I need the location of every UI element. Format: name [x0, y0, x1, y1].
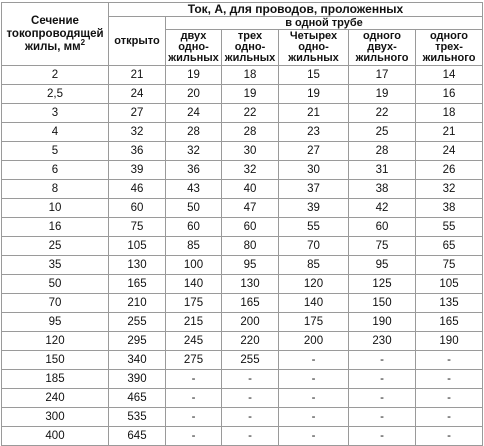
current-value-cell: 135 [416, 294, 483, 313]
table-row [2, 408, 483, 427]
current-value-cell: 165 [416, 313, 483, 332]
current-value-cell: - [166, 389, 222, 408]
current-value-cell: 230 [349, 332, 416, 351]
current-value-cell: 190 [349, 313, 416, 332]
current-value-cell: 130 [109, 256, 166, 275]
current-value-cell: 390 [109, 370, 166, 389]
current-value-cell: 105 [109, 237, 166, 256]
current-value-cell: 28 [349, 142, 416, 161]
current-value-cell: - [222, 370, 279, 389]
table-row [2, 370, 483, 389]
current-value-cell: - [349, 370, 416, 389]
current-value-cell: 36 [166, 161, 222, 180]
current-value-cell: 200 [279, 332, 349, 351]
table-row [2, 66, 483, 85]
current-value-cell: - [416, 408, 483, 427]
header-subcolumn-line: двух [180, 30, 207, 42]
cross-section-cell: 6 [2, 161, 109, 180]
current-value-cell: 27 [279, 142, 349, 161]
current-value-cell: 60 [166, 218, 222, 237]
header-subcolumn-line: трех [237, 30, 263, 42]
cross-section-cell: 50 [2, 275, 109, 294]
table-row [2, 294, 483, 313]
current-value-cell: - [416, 351, 483, 370]
current-value-cell: 75 [349, 237, 416, 256]
current-value-cell: 25 [349, 123, 416, 142]
current-value-cell: 30 [279, 161, 349, 180]
current-value-cell: 16 [416, 85, 483, 104]
header-cross-section [2, 3, 109, 66]
header-cross-section-line1: Сечение [31, 14, 79, 27]
cross-section-cell: 5 [2, 142, 109, 161]
header-current-title: Ток, А, для проводов, проложенных [109, 3, 483, 17]
current-value-cell: 165 [222, 294, 279, 313]
current-value-cell: 28 [166, 123, 222, 142]
current-value-cell: 19 [166, 66, 222, 85]
cross-section-cell: 25 [2, 237, 109, 256]
current-value-cell: 70 [279, 237, 349, 256]
current-value-cell: 24 [109, 85, 166, 104]
current-value-cell: 18 [416, 104, 483, 123]
header-cross-section-sup: 2 [80, 37, 86, 47]
current-value-cell: 55 [279, 218, 349, 237]
current-value-cell: 42 [349, 199, 416, 218]
header-subcolumn-2 [222, 30, 279, 66]
current-value-cell: - [279, 408, 349, 427]
current-value-cell: 55 [416, 218, 483, 237]
table-row [2, 313, 483, 332]
header-cross-section-line2: токопроводящей [6, 27, 104, 40]
table-row [2, 123, 483, 142]
current-value-cell: - [166, 370, 222, 389]
current-value-cell: - [416, 427, 483, 446]
current-value-cell: 245 [166, 332, 222, 351]
current-value-cell: 200 [222, 313, 279, 332]
current-value-cell: 32 [416, 180, 483, 199]
cross-section-cell: 2,5 [2, 85, 109, 104]
current-value-cell: 60 [109, 199, 166, 218]
header-subcolumn-line: одно- [234, 41, 266, 53]
cross-section-cell: 3 [2, 104, 109, 123]
cross-section-cell: 8 [2, 180, 109, 199]
current-value-cell: - [416, 389, 483, 408]
table-row [2, 199, 483, 218]
header-subcolumn-3 [279, 30, 349, 66]
table-row [2, 180, 483, 199]
cross-section-cell: 95 [2, 313, 109, 332]
current-value-cell: 140 [279, 294, 349, 313]
current-value-cell: 220 [222, 332, 279, 351]
current-value-cell: 15 [279, 66, 349, 85]
current-value-cell: 535 [109, 408, 166, 427]
table-row [2, 218, 483, 237]
current-value-cell: 50 [166, 199, 222, 218]
table-row [2, 351, 483, 370]
current-value-cell: 645 [109, 427, 166, 446]
current-value-cell: 20 [166, 85, 222, 104]
header-subcolumn-line: одно- [178, 41, 209, 53]
table-row [2, 142, 483, 161]
current-value-cell: 40 [222, 180, 279, 199]
current-value-cell: - [279, 427, 349, 446]
current-value-cell: - [349, 408, 416, 427]
current-value-cell: 18 [222, 66, 279, 85]
header-subcolumn-line: одного [429, 30, 469, 42]
cross-section-cell: 120 [2, 332, 109, 351]
current-value-cell: 60 [222, 218, 279, 237]
current-value-cell: - [222, 408, 279, 427]
header-subcolumn-line: Четырех [289, 30, 338, 42]
current-value-cell: - [222, 389, 279, 408]
header-open: открыто [109, 17, 166, 66]
current-value-cell: 21 [416, 123, 483, 142]
current-value-cell: 26 [416, 161, 483, 180]
current-value-cell: 465 [109, 389, 166, 408]
header-subcolumn-line: жильных [224, 52, 276, 64]
current-value-cell: - [279, 370, 349, 389]
current-value-cell: 27 [109, 104, 166, 123]
current-value-cell: 175 [279, 313, 349, 332]
header-subcolumn-line: жильных [288, 52, 339, 64]
header-cross-section-line3 [2, 37, 108, 54]
current-value-cell: 32 [166, 142, 222, 161]
current-value-cell: 140 [166, 275, 222, 294]
table-row [2, 85, 483, 104]
cross-section-cell: 4 [2, 123, 109, 142]
current-value-cell: - [166, 427, 222, 446]
current-value-cell: 100 [166, 256, 222, 275]
current-value-cell: - [279, 389, 349, 408]
cross-section-cell: 400 [2, 427, 109, 446]
current-value-cell: 22 [222, 104, 279, 123]
current-value-cell: - [279, 351, 349, 370]
current-value-cell: 36 [109, 142, 166, 161]
cross-section-cell: 185 [2, 370, 109, 389]
current-capacity-table [1, 2, 483, 446]
current-value-cell: 21 [279, 104, 349, 123]
current-value-cell: 39 [109, 161, 166, 180]
current-value-cell: 255 [109, 313, 166, 332]
current-value-cell: 105 [416, 275, 483, 294]
header-subcolumn-line: двух- [367, 41, 397, 53]
header-subcolumn-line: трех- [435, 41, 463, 53]
header-subcolumn-line: жильных [168, 52, 219, 64]
current-value-cell: 31 [349, 161, 416, 180]
cross-section-cell: 2 [2, 66, 109, 85]
current-value-cell: 65 [416, 237, 483, 256]
current-value-cell: 14 [416, 66, 483, 85]
table-row [2, 389, 483, 408]
current-value-cell: 47 [222, 199, 279, 218]
table-row [2, 237, 483, 256]
header-subcolumn-1 [166, 30, 222, 66]
table-row [2, 161, 483, 180]
current-value-cell: 46 [109, 180, 166, 199]
table-row [2, 275, 483, 294]
current-value-cell: 43 [166, 180, 222, 199]
current-value-cell: 95 [222, 256, 279, 275]
cross-section-cell: 240 [2, 389, 109, 408]
current-value-cell: 75 [416, 256, 483, 275]
current-value-cell: 215 [166, 313, 222, 332]
table-header [2, 3, 483, 66]
current-value-cell: 22 [349, 104, 416, 123]
current-value-cell: 19 [222, 85, 279, 104]
current-value-cell: 85 [279, 256, 349, 275]
current-value-cell: 39 [279, 199, 349, 218]
current-value-cell: 165 [109, 275, 166, 294]
current-value-cell: 32 [109, 123, 166, 142]
table-row [2, 427, 483, 446]
current-value-cell: 275 [166, 351, 222, 370]
header-subcolumn-line: жильного [422, 52, 476, 64]
current-value-cell: 190 [416, 332, 483, 351]
cross-section-cell: 35 [2, 256, 109, 275]
current-value-cell: 60 [349, 218, 416, 237]
current-value-cell: 95 [349, 256, 416, 275]
current-value-cell: - [166, 408, 222, 427]
header-subcolumn-line: жильного [355, 52, 409, 64]
table-body [2, 66, 483, 446]
current-value-cell: 23 [279, 123, 349, 142]
current-value-cell: 38 [349, 180, 416, 199]
current-value-cell: - [349, 389, 416, 408]
current-value-cell: 125 [349, 275, 416, 294]
table-row [2, 104, 483, 123]
current-value-cell: - [349, 351, 416, 370]
current-value-cell: 75 [109, 218, 166, 237]
header-subcolumn-4 [349, 30, 416, 66]
header-subcolumn-5 [416, 30, 483, 66]
current-value-cell: 21 [109, 66, 166, 85]
header-cross-section-unit: жилы, мм [24, 40, 81, 53]
current-value-cell: 32 [222, 161, 279, 180]
cross-section-cell: 16 [2, 218, 109, 237]
header-subcolumn-line: одно- [298, 41, 329, 53]
cross-section-cell: 10 [2, 199, 109, 218]
current-value-cell: 19 [279, 85, 349, 104]
current-value-cell: 24 [166, 104, 222, 123]
header-subcolumn-line: одного [362, 30, 402, 42]
current-value-cell: 85 [166, 237, 222, 256]
current-value-cell: 19 [349, 85, 416, 104]
cross-section-cell: 150 [2, 351, 109, 370]
current-value-cell: 80 [222, 237, 279, 256]
current-value-cell: 30 [222, 142, 279, 161]
current-value-cell: 37 [279, 180, 349, 199]
current-value-cell: 38 [416, 199, 483, 218]
current-value-cell: 120 [279, 275, 349, 294]
current-value-cell: - [222, 427, 279, 446]
current-value-cell: 24 [416, 142, 483, 161]
header-in-tube: в одной трубе [166, 17, 483, 30]
current-value-cell: 295 [109, 332, 166, 351]
current-value-cell: 28 [222, 123, 279, 142]
current-value-cell: 255 [222, 351, 279, 370]
current-value-cell: - [416, 370, 483, 389]
current-value-cell: 130 [222, 275, 279, 294]
current-value-cell: 340 [109, 351, 166, 370]
table-row [2, 256, 483, 275]
current-value-cell: 150 [349, 294, 416, 313]
cross-section-cell: 300 [2, 408, 109, 427]
table-row [2, 332, 483, 351]
current-table-container [1, 2, 482, 442]
current-value-cell: - [349, 427, 416, 446]
cross-section-cell: 70 [2, 294, 109, 313]
current-value-cell: 17 [349, 66, 416, 85]
current-value-cell: 175 [166, 294, 222, 313]
current-value-cell: 210 [109, 294, 166, 313]
